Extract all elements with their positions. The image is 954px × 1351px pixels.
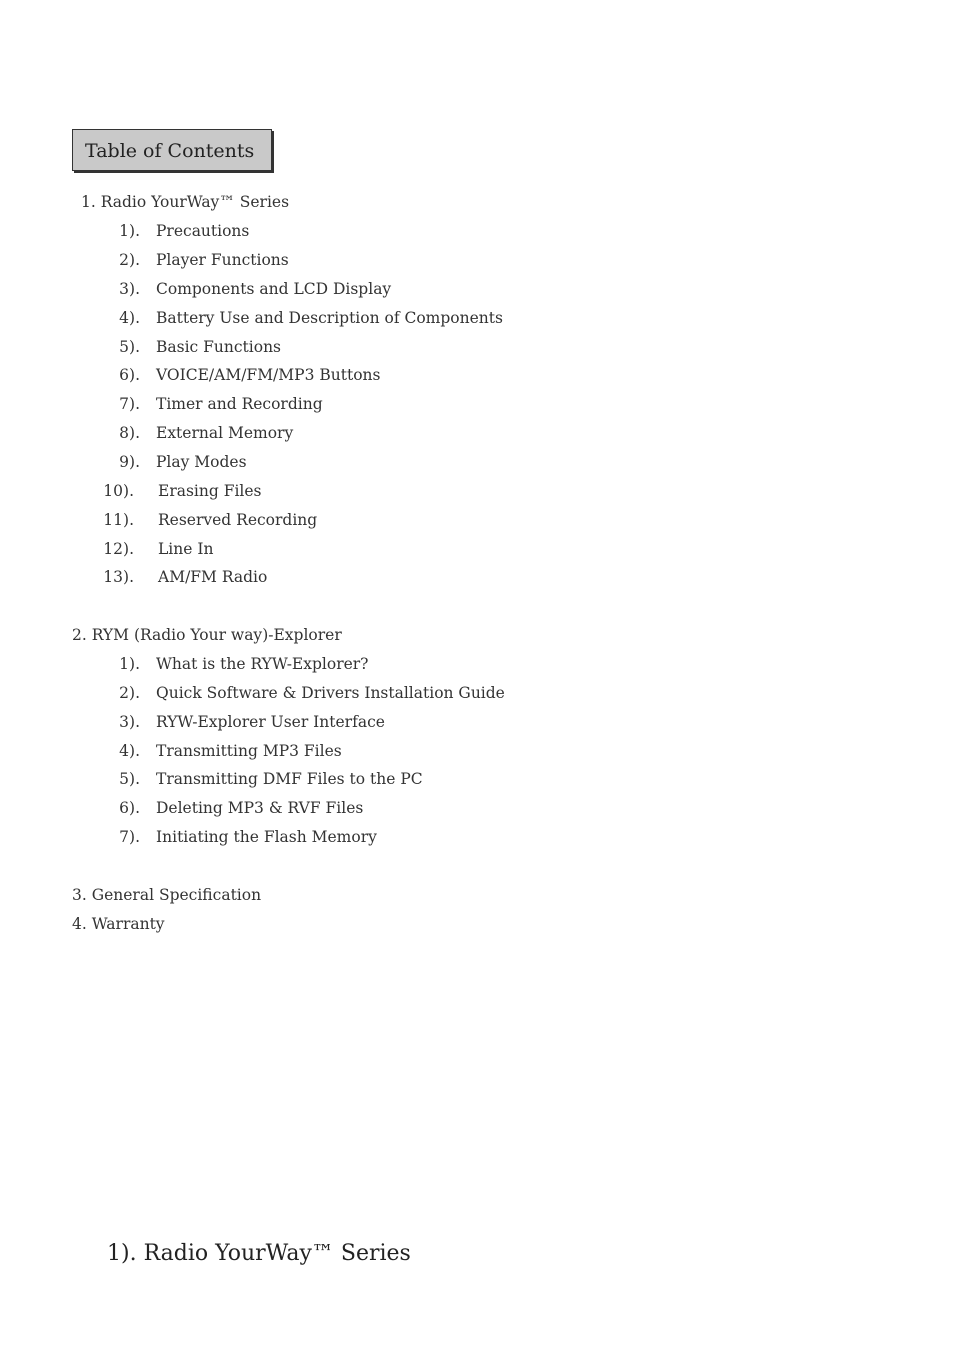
toc-section-3-heading[interactable]: 3. General Specification	[72, 886, 262, 904]
chapter-heading: 1). Radio YourWay™ Series	[107, 1241, 411, 1266]
toc-section-4-heading[interactable]: 4. Warranty	[72, 915, 165, 933]
toc-section-1-heading[interactable]: 1. Radio YourWay™ Series	[81, 193, 290, 211]
toc-title-box: Table of Contents	[72, 129, 272, 171]
toc-section-2-heading[interactable]: 2. RYM (Radio Your way)-Explorer	[72, 626, 342, 644]
